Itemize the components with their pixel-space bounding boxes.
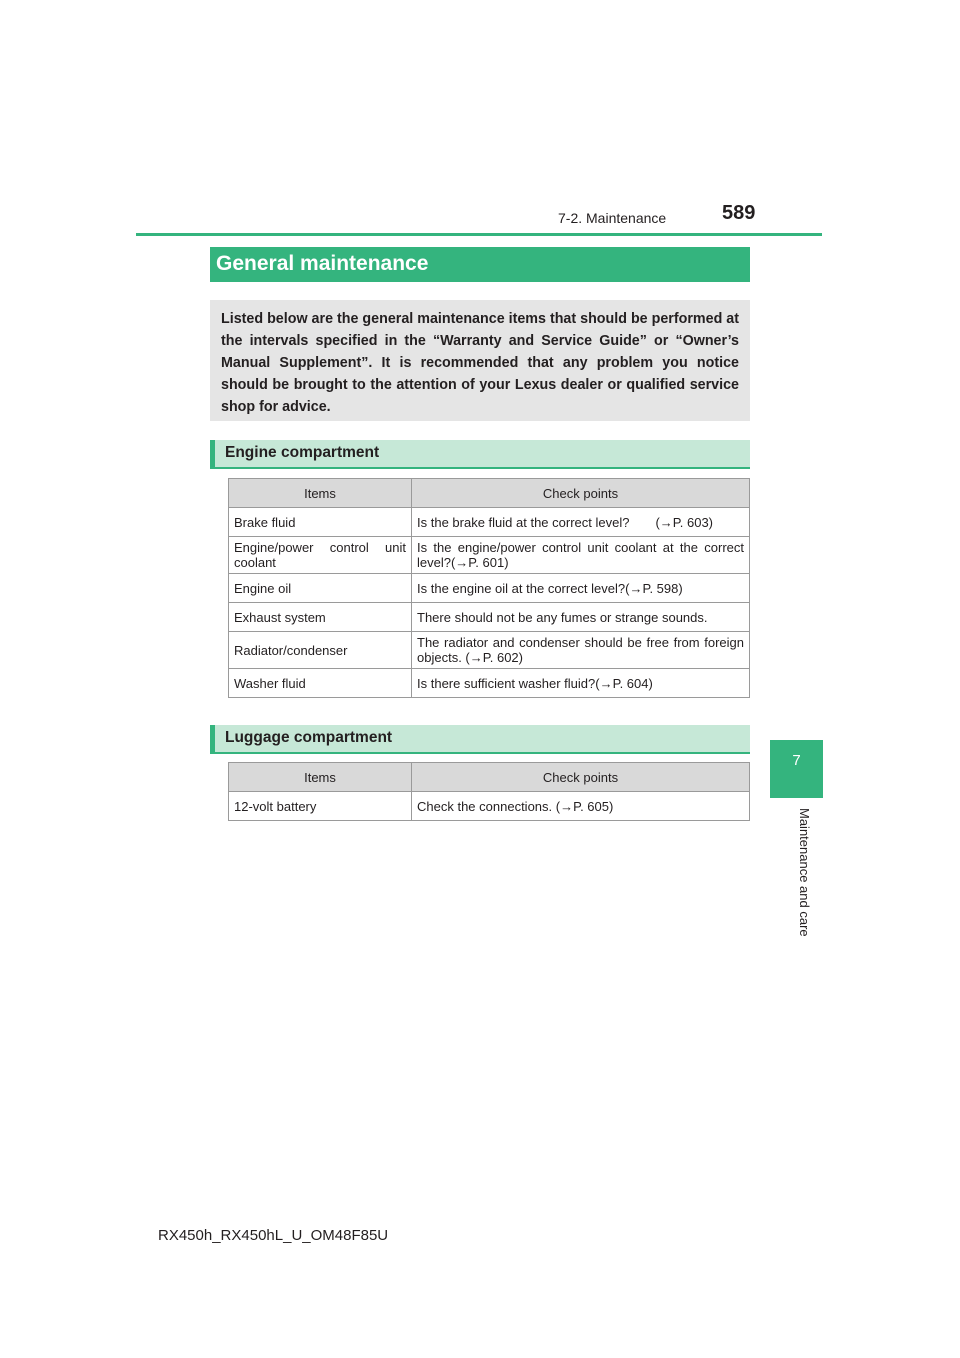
engine-compartment-table <box>228 478 750 698</box>
check-point-cell: Is the brake fluid at the correct level? (→P. 603) <box>412 508 750 537</box>
page-number: 589 <box>722 202 756 224</box>
table-row <box>229 603 750 632</box>
column-header-items: Items <box>229 763 412 792</box>
column-header-check-points: Check points <box>412 479 750 508</box>
item-cell: Brake fluid <box>229 508 412 537</box>
item-cell: 12-volt battery <box>229 792 412 821</box>
item-cell: Washer fluid <box>229 669 412 698</box>
check-point-cell: Is there sufficient washer fluid?(→P. 604) <box>412 669 750 698</box>
engine-compartment-title: Engine compartment <box>225 444 380 461</box>
column-header-items: Items <box>229 479 412 508</box>
header-rule <box>136 233 822 236</box>
table-row <box>229 632 750 669</box>
intro-box <box>210 300 750 421</box>
table-row <box>229 537 750 574</box>
chapter-title: 7-2. Maintenance <box>558 210 667 226</box>
table-row <box>229 792 750 821</box>
manual-code: RX450h_RX450hL_U_OM48F85U <box>158 1227 389 1244</box>
intro-text: Listed below are the general maintenance items that should be performed at the intervals specified in the “Warranty and Service Guide” or “Owner’s Manual Supplement”. It is recommended that any problem you notice should be brought to the attention of your Lexus dealer or qualified service shop for advice. <box>221 311 739 415</box>
item-cell: Engine oil <box>229 574 412 603</box>
check-point-cell: There should not be any fumes or strange sounds. <box>412 603 750 632</box>
check-point-cell: Is the engine/power control unit coolant at the correct level?(→P. 601) <box>412 537 750 574</box>
chapter-tab <box>770 740 823 798</box>
table-row <box>229 574 750 603</box>
chapter-tab-label: Maintenance and care <box>797 808 812 937</box>
luggage-compartment-title: Luggage compartment <box>225 729 393 746</box>
table-header-row <box>229 479 750 508</box>
item-cell: Radiator/condenser <box>229 632 412 669</box>
table-row <box>229 669 750 698</box>
luggage-compartment-table <box>228 762 750 821</box>
chapter-tab-number: 7 <box>792 752 801 769</box>
table-header-row <box>229 763 750 792</box>
check-point-cell: Check the connections. (→P. 605) <box>412 792 750 821</box>
engine-compartment-banner <box>210 440 750 469</box>
check-point-cell: The radiator and condenser should be free from foreign objects. (→P. 602) <box>412 632 750 669</box>
check-point-cell: Is the engine oil at the correct level?(→P. 598) <box>412 574 750 603</box>
luggage-compartment-banner <box>210 725 750 754</box>
table-row <box>229 508 750 537</box>
column-header-check-points: Check points <box>412 763 750 792</box>
section-title: General maintenance <box>216 252 429 275</box>
item-cell: Engine/power control unit coolant <box>229 537 412 574</box>
item-cell: Exhaust system <box>229 603 412 632</box>
